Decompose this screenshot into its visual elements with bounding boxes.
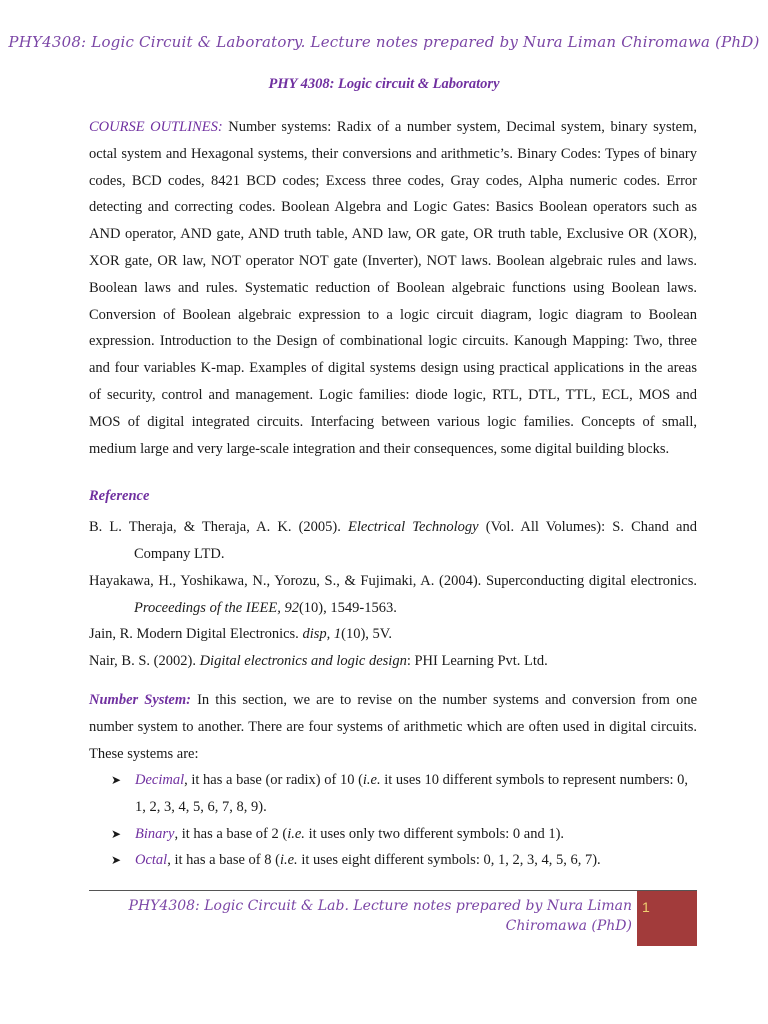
bullet-term: Binary: [135, 826, 175, 842]
bullet-ie: i.e.: [362, 772, 381, 788]
course-outline-paragraph: [89, 114, 697, 462]
reference-item: [89, 621, 697, 648]
list-item: [111, 847, 697, 874]
reference-italic: Electrical Technology: [348, 519, 479, 535]
reference-item: [89, 648, 697, 675]
reference-text: B. L. Theraja, & Theraja, A. K. (2005).: [89, 519, 348, 535]
bullet-ie: i.e.: [287, 826, 305, 842]
reference-item: [89, 514, 697, 567]
bullet-text: , it has a base of 8 (: [167, 852, 280, 868]
running-header: PHY4308: Logic Circuit & Laboratory. Lecture notes prepared by Nura Liman Chiromawa (PhD): [8, 33, 760, 51]
list-item: [111, 821, 697, 848]
footer-divider: [89, 890, 697, 891]
bullet-text: , it has a base of 2 (: [174, 826, 288, 842]
bullet-text: , it has a base (or radix) of 10 (: [184, 772, 363, 788]
reference-item: [89, 568, 697, 621]
page-number: 1: [642, 899, 650, 915]
course-outline-text: Number systems: Radix of a number system, Decimal system, binary system, octal system and Hexagonal systems, their conversions and arithmetic’s. Binary Codes: Types of binary codes, BCD codes, 8421 BCD codes; Excess three codes, Gray codes, Alpha numeric codes. Error detecting and correcting codes. Boolean Algebra and Logic Gates: Basics Boolean operators such as AND operator, AND gate, AND truth table, AND law, OR gate, OR truth table, Exclusive OR (XOR), XOR gate, OR law, NOT operator NOT gate (Inverter), NOT laws. Boolean algebraic rules and laws. Boolean laws and rules. Systematic reduction of Boolean algebraic functions using Boolean laws. Conversion of Boolean algebraic expression to a logic circuit diagram, logic diagram to Boolean expression. Introduction to the Design of combinational logic circuits. Kanough Mapping: Two, three and four variables K-map. Examples of digital systems design using practical applications in the areas of security, control and management. Logic families: diode logic, RTL, DTL, TTL, ECL, MOS and MOS of digital integrated circuits. Interfacing between various logic families. Concepts of small, medium large and very large-scale integration and their consequences, some digital building blocks.: [89, 119, 697, 457]
arrow-bullet-icon: ➤: [111, 827, 122, 841]
reference-heading: Reference: [89, 488, 150, 504]
list-item: [111, 767, 697, 821]
bullet-term: Decimal: [135, 772, 185, 788]
reference-text: Nair, B. S. (2002).: [89, 653, 200, 669]
number-system-paragraph: [89, 687, 697, 767]
reference-text: (10), 5V.: [341, 626, 392, 642]
bullet-text: it uses 10 different symbols to represent numbers: 0, 1, 2, 3, 4, 5, 6, 7, 8, 9).: [135, 772, 689, 815]
arrow-bullet-icon: ➤: [111, 773, 122, 787]
arrow-bullet-icon: ➤: [111, 853, 122, 867]
bullet-term: Octal: [135, 852, 168, 868]
number-system-label: Number System:: [89, 692, 191, 708]
reference-italic: Proceedings of the IEEE, 92: [134, 599, 299, 616]
reference-text: Jain, R. Modern Digital Electronics.: [89, 626, 303, 642]
course-outline-label: COURSE OUTLINES:: [89, 119, 223, 135]
reference-italic: Digital electronics and logic design: [199, 653, 407, 669]
page-title: PHY 4308: Logic circuit & Laboratory: [268, 76, 500, 92]
reference-text: (10), 1549-1563.: [298, 599, 397, 616]
bullet-text: it uses eight different symbols: 0, 1, 2, 3, 4, 5, 6, 7).: [297, 852, 601, 868]
running-footer: PHY4308: Logic Circuit & Lab. Lecture notes prepared by Nura Liman Chiromawa (PhD): [128, 898, 632, 934]
bullet-ie: i.e.: [279, 852, 298, 868]
bullet-text: it uses only two different symbols: 0 and 1).: [304, 826, 565, 842]
reference-text: : PHI Learning Pvt. Ltd.: [406, 653, 548, 669]
reference-text: Hayakawa, H., Yoshikawa, N., Yorozu, S., & Fujimaki, A. (2004). Superconducting digital electronics.: [89, 573, 697, 589]
page-number-box: [637, 891, 697, 946]
reference-italic: disp, 1: [302, 626, 342, 642]
reference-text: (Vol. All Volumes): S. Chand and Company LTD.: [134, 519, 697, 562]
number-system-text: In this section, we are to revise on the number systems and conversion from one number system to another. There are four systems of arithmetic which are often used in digital circuits. These systems are:: [89, 692, 698, 762]
